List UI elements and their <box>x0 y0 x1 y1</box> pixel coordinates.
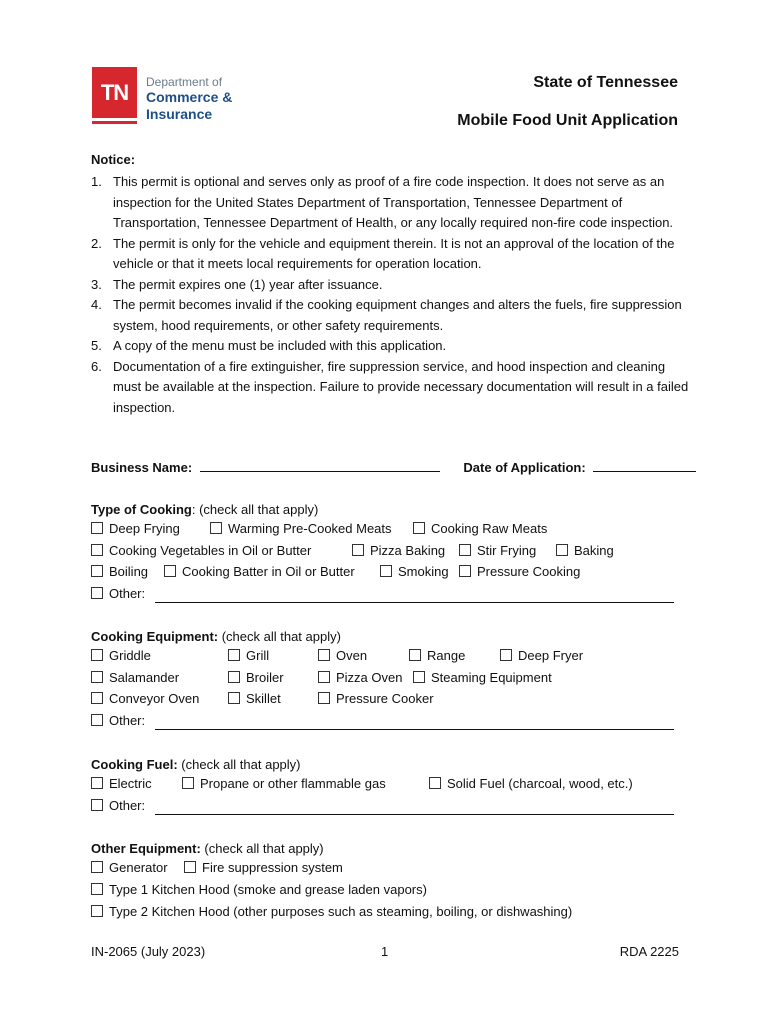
checkbox-steaming-equipment[interactable]: Steaming Equipment <box>413 670 552 685</box>
checkbox-icon[interactable] <box>459 544 471 556</box>
checkbox-pressure-cooker[interactable]: Pressure Cooker <box>318 691 434 706</box>
checkbox-broiler[interactable]: Broiler <box>228 670 284 685</box>
checkbox-icon[interactable] <box>91 905 103 917</box>
state-title: State of Tennessee <box>533 74 678 91</box>
notice-item: 5. A copy of the menu must be included with this application. <box>91 338 447 353</box>
checkbox-warming-pre-cooked-meats[interactable]: Warming Pre-Cooked Meats <box>210 521 392 536</box>
equipment-heading: Cooking Equipment: (check all that apply) <box>91 629 341 644</box>
logo-line-2: Commerce & <box>146 89 233 105</box>
fuel-heading: Cooking Fuel: (check all that apply) <box>91 757 301 772</box>
checkbox-icon[interactable] <box>184 861 196 873</box>
tn-logo-mark: TN <box>92 67 137 118</box>
fuel-options <box>91 776 691 821</box>
notice-item: 3. The permit expires one (1) year after issuance. <box>91 276 383 292</box>
checkbox-griddle[interactable]: Griddle <box>91 648 151 663</box>
checkbox-type-1-hood[interactable]: Type 1 Kitchen Hood (smoke and grease laden vapors) <box>91 882 427 897</box>
cooking-type-options <box>91 521 691 611</box>
checkbox-deep-fryer[interactable]: Deep Fryer <box>500 648 583 663</box>
checkbox-smoking[interactable]: Smoking <box>380 564 449 579</box>
notice-heading: Notice: <box>91 152 136 167</box>
notice-item: 1. This permit is optional and serves only as proof of a fire code inspection. It does not serve as an inspection for the United States Department of Transportation, Tennessee Department of Transportation, Tennessee Department of Health, or any locally required non-fire code inspection. <box>91 174 674 230</box>
checkbox-stir-frying[interactable]: Stir Frying <box>459 543 536 558</box>
checkbox-type-2-hood[interactable]: Type 2 Kitchen Hood (other purposes such as steaming, boiling, or dishwashing) <box>91 904 572 919</box>
cooking-other-field[interactable] <box>155 589 674 603</box>
checkbox-cooking-batter[interactable]: Cooking Batter in Oil or Butter <box>164 564 355 579</box>
checkbox-generator[interactable]: Generator <box>91 860 168 875</box>
checkbox-icon[interactable] <box>91 671 103 683</box>
checkbox-icon[interactable] <box>91 565 103 577</box>
checkbox-icon[interactable] <box>318 649 330 661</box>
checkbox-cooking-raw-meats[interactable]: Cooking Raw Meats <box>413 521 547 536</box>
checkbox-range[interactable]: Range <box>409 648 465 663</box>
checkbox-icon[interactable] <box>91 777 103 789</box>
checkbox-equipment-other[interactable]: Other: <box>91 713 145 728</box>
checkbox-salamander[interactable]: Salamander <box>91 670 179 685</box>
logo-underline <box>92 121 137 124</box>
equipment-other-field[interactable] <box>155 716 674 730</box>
notice-list <box>91 172 691 418</box>
checkbox-icon[interactable] <box>91 714 103 726</box>
notice-item: 6. Documentation of a fire extinguisher, fire suppression service, and hood inspection and cleaning must be available at the inspection. Failure to provide necessary documentation will result in a failed inspection. <box>91 358 689 415</box>
checkbox-pressure-cooking[interactable]: Pressure Cooking <box>459 564 580 579</box>
checkbox-icon[interactable] <box>318 692 330 704</box>
notice-item: 4. The permit becomes invalid if the cooking equipment changes and alters the fuels, fire suppression system, hood requirements, or other safety requirements. <box>91 297 682 333</box>
checkbox-pizza-oven[interactable]: Pizza Oven <box>318 670 402 685</box>
checkbox-icon[interactable] <box>380 565 392 577</box>
rda-code: RDA 2225 <box>619 944 679 959</box>
checkbox-icon[interactable] <box>91 799 103 811</box>
checkbox-icon[interactable] <box>228 692 240 704</box>
checkbox-skillet[interactable]: Skillet <box>228 691 281 706</box>
checkbox-deep-frying[interactable]: Deep Frying <box>91 521 180 536</box>
checkbox-icon[interactable] <box>459 565 471 577</box>
logo-line-1: Department of <box>146 75 223 89</box>
form-title: Mobile Food Unit Application <box>457 112 678 129</box>
checkbox-oven[interactable]: Oven <box>318 648 367 663</box>
cooking-type-heading: Type of Cooking: (check all that apply) <box>91 502 319 517</box>
business-name-label: Business Name: <box>91 460 193 475</box>
checkbox-pizza-baking[interactable]: Pizza Baking <box>352 543 445 558</box>
checkbox-icon[interactable] <box>228 671 240 683</box>
other-equipment-heading: Other Equipment: (check all that apply) <box>91 841 324 856</box>
business-row <box>91 458 696 478</box>
fuel-other-field[interactable] <box>155 801 674 815</box>
checkbox-boiling[interactable]: Boiling <box>91 564 148 579</box>
checkbox-electric[interactable]: Electric <box>91 776 152 791</box>
page-number: 1 <box>381 944 389 959</box>
checkbox-icon[interactable] <box>91 587 103 599</box>
checkbox-icon[interactable] <box>91 522 103 534</box>
checkbox-cooking-vegetables[interactable]: Cooking Vegetables in Oil or Butter <box>91 543 311 558</box>
date-label: Date of Application: <box>463 460 586 475</box>
checkbox-icon[interactable] <box>352 544 364 556</box>
business-name-field[interactable] <box>200 458 440 472</box>
checkbox-icon[interactable] <box>556 544 568 556</box>
tdci-logo <box>92 67 252 127</box>
notice-item: 2. The permit is only for the vehicle and equipment therein. It is not an approval of the location of the vehicle or that it meets local requirements for operation location. <box>91 235 675 271</box>
checkbox-icon[interactable] <box>318 671 330 683</box>
checkbox-icon[interactable] <box>413 671 425 683</box>
checkbox-propane[interactable]: Propane or other flammable gas <box>182 776 386 791</box>
checkbox-icon[interactable] <box>182 777 194 789</box>
checkbox-grill[interactable]: Grill <box>228 648 269 663</box>
checkbox-fuel-other[interactable]: Other: <box>91 798 145 813</box>
checkbox-icon[interactable] <box>164 565 176 577</box>
checkbox-icon[interactable] <box>91 649 103 661</box>
form-id: IN-2065 (July 2023) <box>91 944 206 959</box>
checkbox-solid-fuel[interactable]: Solid Fuel (charcoal, wood, etc.) <box>429 776 633 791</box>
checkbox-icon[interactable] <box>91 861 103 873</box>
other-equipment-options <box>91 860 691 930</box>
checkbox-icon[interactable] <box>210 522 222 534</box>
checkbox-icon[interactable] <box>91 883 103 895</box>
checkbox-icon[interactable] <box>429 777 441 789</box>
checkbox-icon[interactable] <box>409 649 421 661</box>
checkbox-icon[interactable] <box>91 692 103 704</box>
checkbox-fire-suppression-system[interactable]: Fire suppression system <box>184 860 343 875</box>
checkbox-icon[interactable] <box>413 522 425 534</box>
date-field[interactable] <box>593 458 696 472</box>
checkbox-baking[interactable]: Baking <box>556 543 614 558</box>
checkbox-icon[interactable] <box>500 649 512 661</box>
checkbox-icon[interactable] <box>91 544 103 556</box>
checkbox-icon[interactable] <box>228 649 240 661</box>
checkbox-cooking-other[interactable]: Other: <box>91 586 145 601</box>
logo-line-3: Insurance <box>146 106 213 122</box>
equipment-options <box>91 648 691 738</box>
checkbox-conveyor-oven[interactable]: Conveyor Oven <box>91 691 199 706</box>
